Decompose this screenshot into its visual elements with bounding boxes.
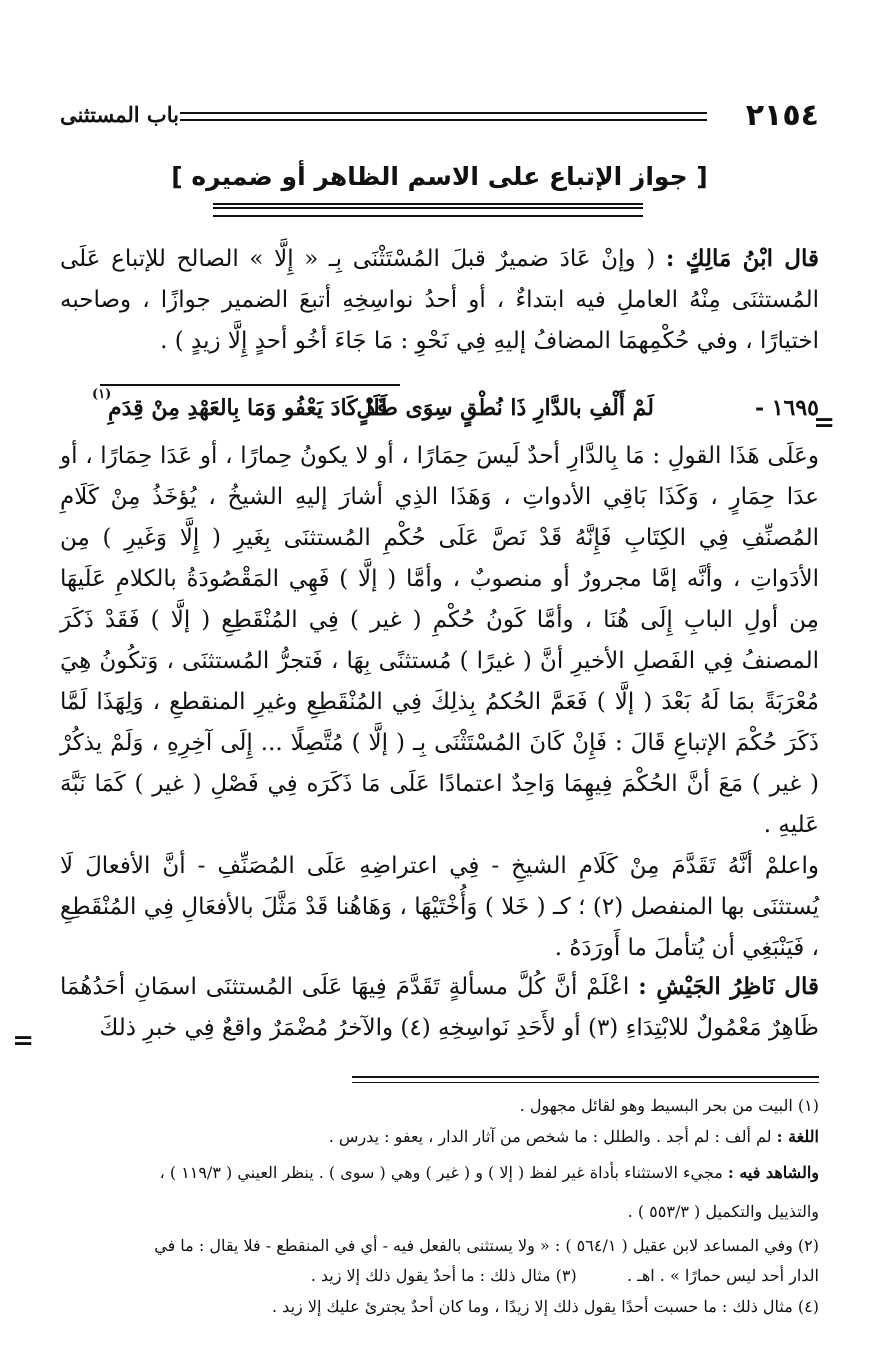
footnote-1-continuation: والتذييل والتكميل ( ٥٥٣/٣ ) . <box>627 1202 819 1221</box>
paragraph-ibn-malik <box>60 238 819 362</box>
paragraph-nazir-aljaysh <box>60 966 819 1049</box>
paragraph-text: اعْلَمْ أنَّ كُلَّ مسألةٍ تَقَدَّمَ فِيهَا عَلَى المُستثنَى اسمَانِ أحَدُهُمَا ظَاهِرٌ مَعْمُولٌ للابْتِدَاءِ (٣) أو لأَحَدِ نَواسِخِهِ (٤) والآخرُ مُضْمَرٌ واقعٌ فِي خبرِ ذلكَ <box>60 974 819 1041</box>
page-number: ٢١٥٤ <box>745 98 819 133</box>
poetry-verse <box>60 387 819 433</box>
footnote-ref-1: (١) <box>92 387 112 402</box>
footnote-1: (١) البيت من بحر البسيط وهو لقائل مجهول . <box>519 1096 819 1115</box>
footnote-1-evidence <box>60 1160 819 1185</box>
section-title-rule <box>213 203 643 217</box>
footnote-label: اللغة : <box>776 1127 819 1146</box>
footnote-3: (٣) مثال ذلك : ما أحدٌ يقول ذلك إلا زيد . <box>310 1266 577 1285</box>
chapter-title: باب المستثنى <box>60 102 179 127</box>
footnote-text: لم ألف : لم أجد . والطلل : ما شخص من آثار الدار ، يعفو : يدرس . <box>328 1127 772 1146</box>
footnote-label: والشاهد فيه : <box>727 1163 819 1182</box>
footnote-1-lexicon <box>60 1124 819 1149</box>
verse-second-hemistich: قَدْ كَادَ يَعْفُو وَمَا بِالعَهْدِ مِنْ قِدَمِ <box>108 395 388 421</box>
divider-rule <box>100 384 400 386</box>
paragraph-note: واعلمْ أنَّهُ تَقَدَّمَ مِنْ كَلَامِ الشيخِ - فِي اعتراضِهِ عَلَى المُصَنِّفِ - أنَّ الأفعالَ لَا يُستثنَى بها المنفصل (٢) ؛ كـ ( خَلا ) وَأُخْتَيْهَا ، وَهَاهُنا قَدْ مَثَّلَ بالأفعَالِ فِي المُنْقَطِعِ ، فَيَنْبَغِي أن يُتأملَ ما أَورَدَهُ . <box>60 853 819 961</box>
speaker-nazir-aljaysh: قال نَاظِرُ الجَيْشِ : <box>638 973 820 1000</box>
section-title: [ جواز الإتباع على الاسم الظاهر أو ضميره ] <box>171 162 708 191</box>
footnote-2-continuation: الدار أحد ليس حمارًا » . اهـ . <box>626 1266 819 1285</box>
speaker-ibn-malik: قال ابْنُ مَالِكٍ : <box>665 245 820 272</box>
paragraph-text: ( وإنْ عَادَ ضميرٌ قبلَ المُسْتَثْنَى بِـ « إِلَّا » الصالح للإتباع عَلَى المُستثنَى مِنْهُ العاملِ فيه ابتداءٌ ، أو أحدُ نواسِخِهِ أتبعَ الضمير جوازًا ، وصاحبه اختيارًا ، وفي حُكْمِهمَا المضافُ إليهِ فِي نَحْوِ : مَا جَاءَ أخُو أحدٍ إِلَّا زيدٍ ) . <box>60 246 819 354</box>
continuation-mark: = <box>12 1026 34 1056</box>
footnote-separator <box>352 1076 819 1083</box>
footnote-2-3-line <box>60 1263 819 1288</box>
footnote-2: (٢) وفي المساعد لابن عقيل ( ٥٦٤/١ ) : « ولا يستثنى بالفعل فيه - أي في المنقطع - فلا يقال : ما في <box>154 1236 819 1255</box>
header-rule <box>180 112 707 121</box>
continuation-mark: = <box>813 408 835 438</box>
verse-number: ١٦٩٥ - <box>754 395 819 421</box>
paragraph-commentary: وعَلَى هَذَا القولِ : مَا بِالدَّارِ أحدٌ لَيسَ حِمَارًا ، أو لا يكونُ حِمارًا ، أو عَدَا حِمَارًا ، أو عدَا حِمَارٍ ، وَكَذَا بَاقِي الأدواتِ ، وَهَذَا الذِي أشارَ إليهِ الشيخُ ، يُؤخَذُ مِنْ كَلَامِ المُصنِّفِ فِي الكِتَابِ فَإِنَّهُ قَدْ نَصَّ عَلَى حُكْمِ المُستثنَى بِغَيرِ ( إِلَّا وَغَيرِ ) مِن الأدَواتِ ، وأنَّه إمَّا مجرورٌ أو منصوبٌ ، وأمَّا ( إلَّا ) فَهِي المَقْصُودَةُ بالكلامِ عَلَيهَا مِن أولِ البابِ إِلَى هُنَا ، وأمَّا كَونُ حُكْمِ ( غير ) فِي المُنْقَطِعِ ( إلَّا ) فَقَدْ ذَكَرَ المصنفُ فِي الفَصلِ الأخيرِ أنَّ ( غيرًا ) مُستثنًى بِهَا ، فَتجرُّ المُستثنَى ، وَتكُونُ هِيَ مُعْرَبَةً بمَا لَهُ بَعْدَ ( إلَّا ) فَعَمَّ الحُكمُ بِذلِكَ فِي المُنْقَطِعِ وغيرِ المنقطعِ ، وَلِهَذَا لَمَّا ذَكَرَ حُكْمَ الإتباعِ قَالَ : فَإِنْ كَانَ المُسْتَثْنَى بِـ ( إلَّا ) مُتَّصِلًا ... إِلَى آخِرِهِ ، وَلَمْ يذكُرْ ( غير ) مَعَ أنَّ الحُكْمَ فِيهِمَا وَاحِدٌ اعتمادًا عَلَى مَا ذَكَرَه فِي فَصْلِ ( غير ) كَمَا نَبَّهَ عَليهِ . <box>60 443 819 838</box>
page-header <box>60 98 819 138</box>
footnote-4: (٤) مثال ذلك : ما حسبت أحدًا يقول ذلك إلا زيدًا ، وما كان أحدٌ يجترئ عليك إلا زيد . <box>272 1297 819 1316</box>
verse-first-hemistich: لَمْ أَلْفِ بالدَّارِ ذَا نُطْقٍ سِوَى طَلَلٍ <box>356 395 654 421</box>
footnote-text: مجيء الاستثناء بأداة غير لفظ ( إلا ) و ( غير ) وهي ( سوى ) . ينظر العيني ( ١١٩/٣ ) ، <box>159 1163 723 1182</box>
